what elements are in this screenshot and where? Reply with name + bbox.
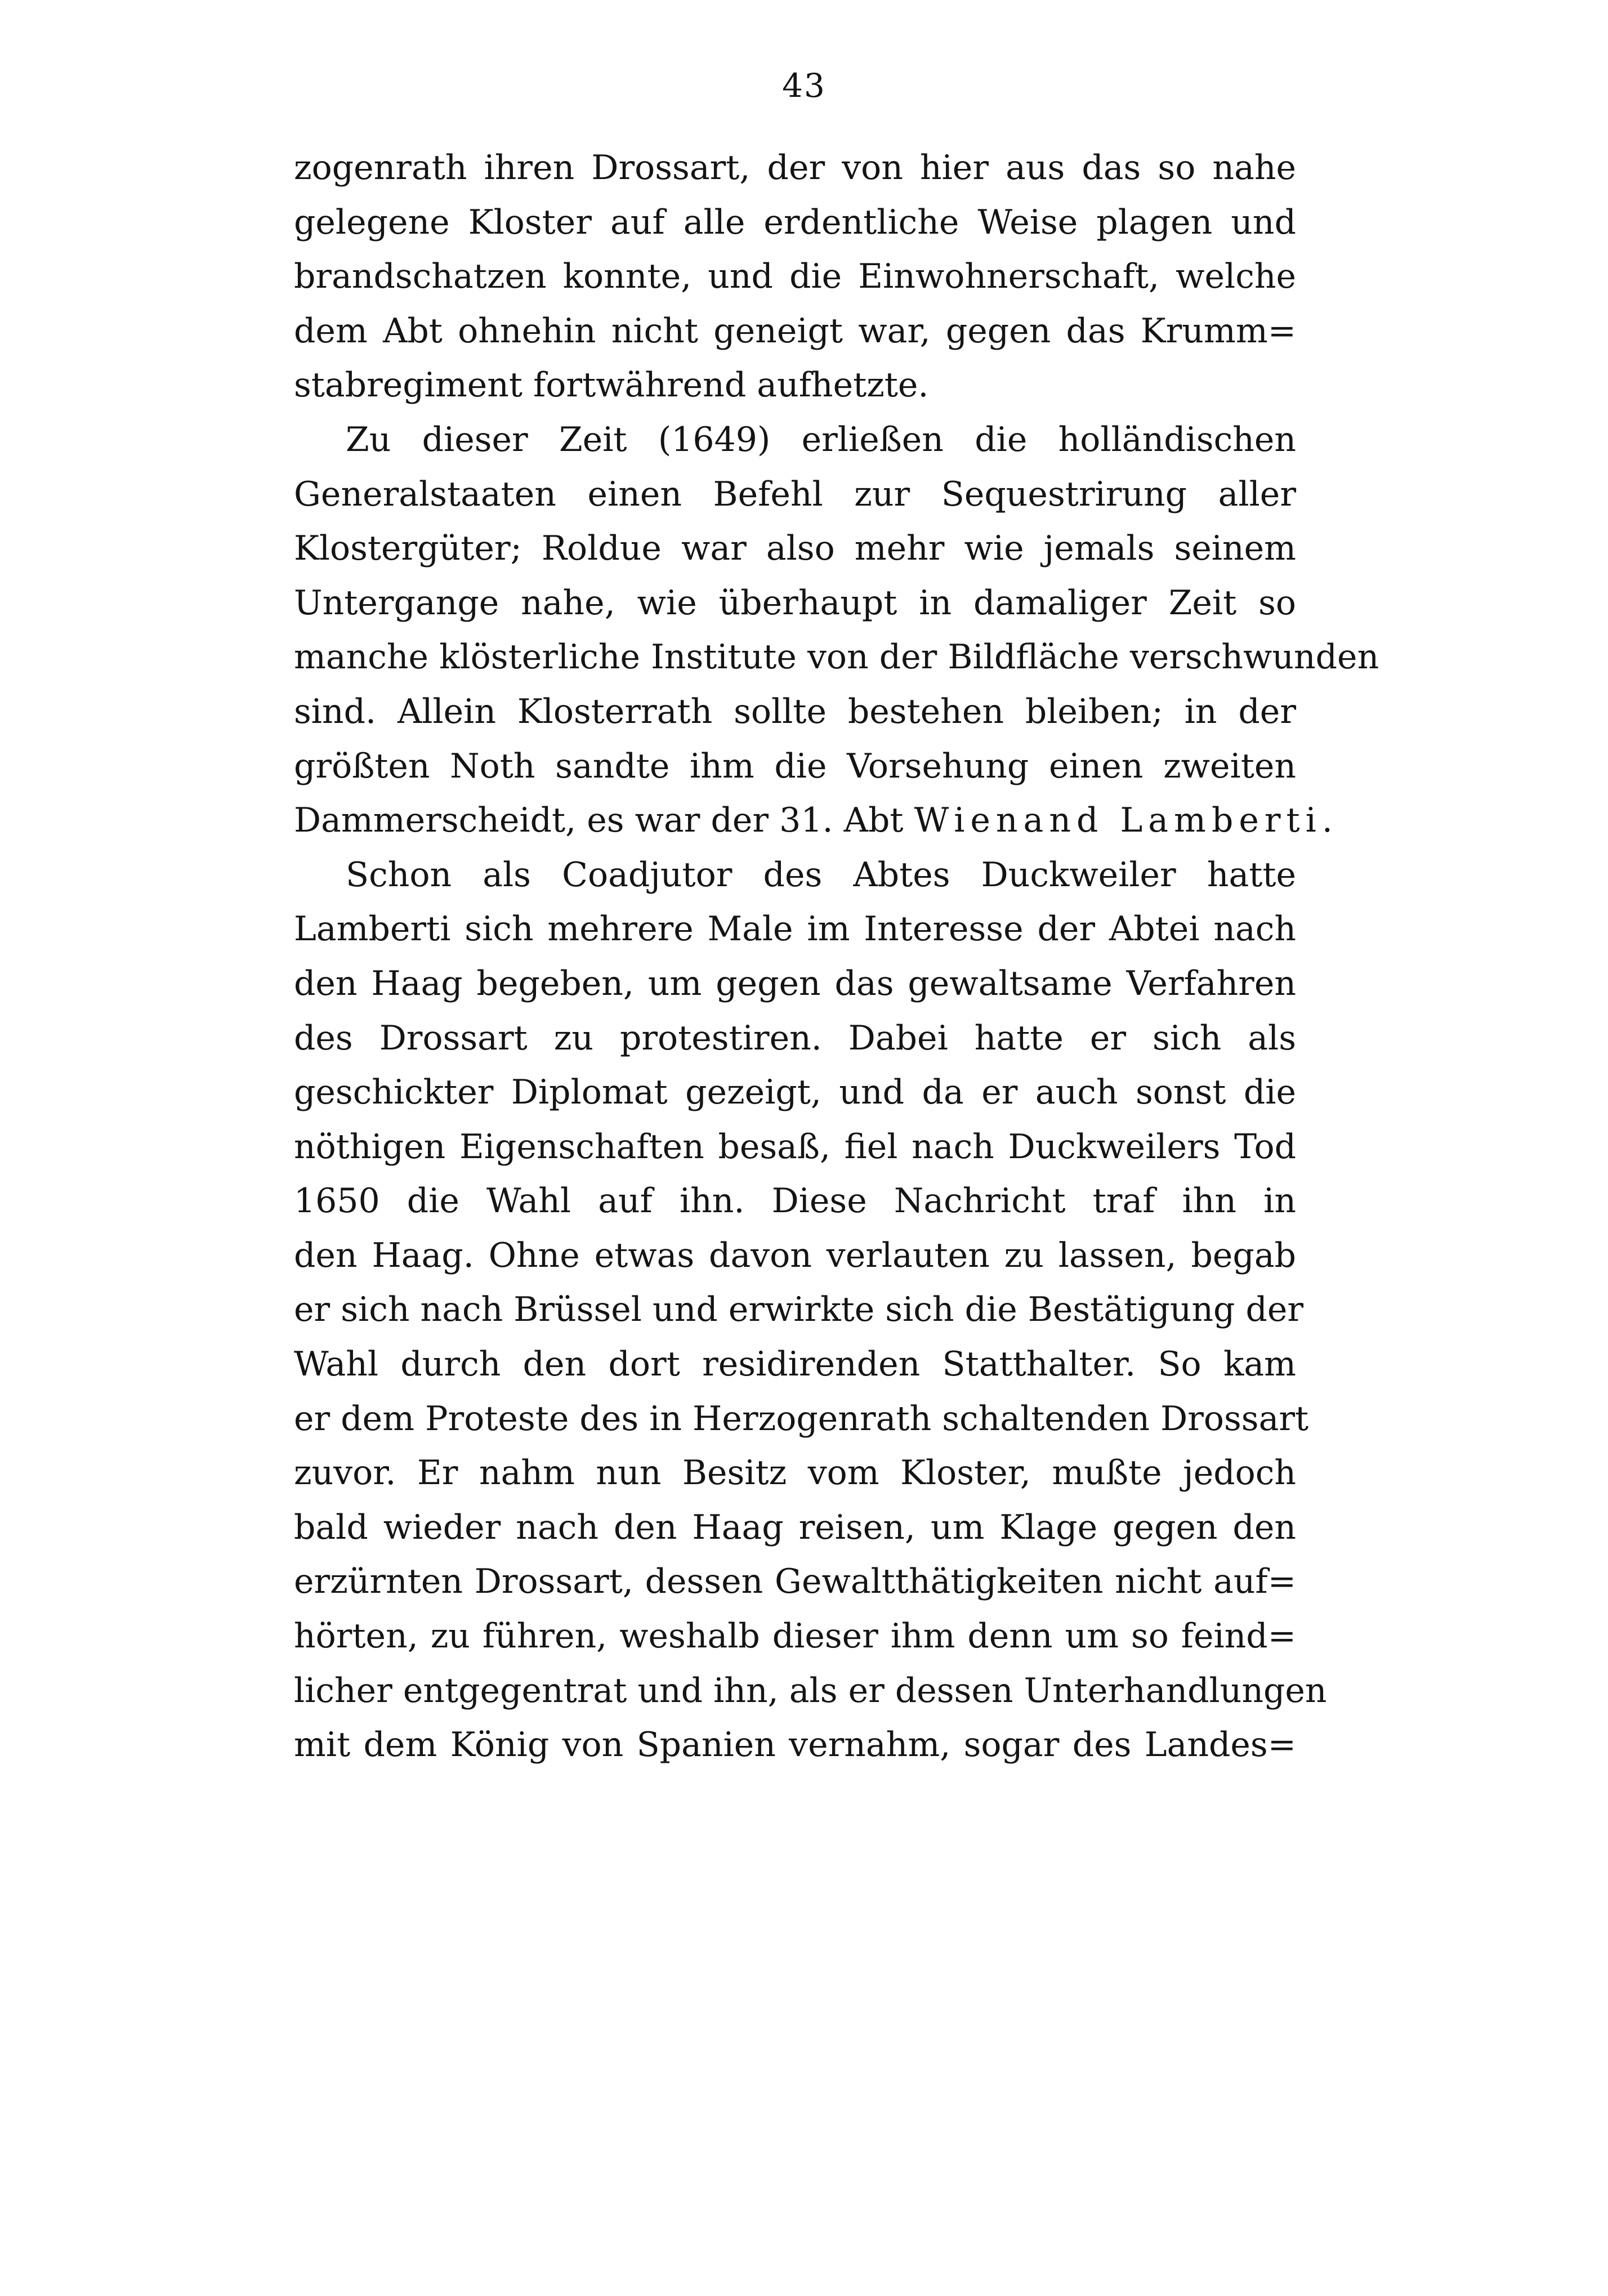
text-line: mit dem König von Spanien vernahm, sogar des Landes= xyxy=(294,1725,1296,1765)
text-line: gelegene Kloster auf alle erdentliche Weise plagen und xyxy=(294,202,1296,242)
text-line: Lamberti sich mehrere Male im Interesse der Abtei nach xyxy=(294,909,1296,949)
abbot-name-emphasis: Wienand Lamberti xyxy=(914,801,1322,841)
text-line: Schon als Coadjutor des Abtes Duckweiler hatte xyxy=(346,855,1296,895)
body-text xyxy=(294,141,1379,1772)
paragraph-2 xyxy=(294,413,1379,848)
page-number: 43 xyxy=(782,66,826,105)
paragraph-1 xyxy=(294,141,1296,413)
text-line: des Drossart zu protestiren. Dabei hatte er sich als xyxy=(294,1018,1296,1058)
text-line: stabregiment fortwährend aufhetzte. xyxy=(294,365,929,405)
text-line: Generalstaaten einen Befehl zur Sequestrirung aller xyxy=(294,474,1296,514)
text-line: licher entgegentrat und ihn, als er dessen Unterhandlungen xyxy=(294,1670,1327,1710)
text-line: Untergange nahe, wie überhaupt in damaliger Zeit so xyxy=(294,583,1296,623)
text-line: den Haag. Ohne etwas davon verlauten zu lassen, begab xyxy=(294,1235,1296,1275)
text-line: hörten, zu führen, weshalb dieser ihm denn um so feind= xyxy=(294,1616,1296,1656)
text-line: erzürnten Drossart, dessen Gewaltthätigkeiten nicht auf= xyxy=(294,1562,1296,1602)
text-line: zuvor. Er nahm nun Besitz vom Kloster, mußte jedoch xyxy=(294,1453,1296,1493)
text-line: Zu dieser Zeit (1649) erließen die holländischen xyxy=(346,419,1296,459)
text-line: brandschatzen konnte, und die Einwohnerschaft, welche xyxy=(294,257,1296,297)
text-line-final xyxy=(294,793,1333,848)
text-line: dem Abt ohnehin nicht geneigt war, gegen das Krumm= xyxy=(294,311,1296,351)
text-line: sind. Allein Klosterrath sollte bestehen bleiben; in der xyxy=(294,691,1296,731)
text-line: er dem Proteste des in Herzogenrath schaltenden Drossart xyxy=(294,1399,1309,1439)
text-line: manche klösterliche Institute von der Bildfläche verschwunden xyxy=(294,637,1379,677)
text-line: Wahl durch den dort residirenden Statthalter. So kam xyxy=(294,1344,1296,1384)
text-segment: . xyxy=(1321,801,1333,841)
text-line: er sich nach Brüssel und erwirkte sich die Bestätigung der xyxy=(294,1290,1304,1330)
text-line: Klostergüter; Roldue war also mehr wie jemals seinem xyxy=(294,529,1296,569)
text-line: geschickter Diplomat gezeigt, und da er auch sonst die xyxy=(294,1073,1296,1113)
text-line: den Haag begeben, um gegen das gewaltsame Verfahren xyxy=(294,963,1296,1003)
text-segment: Dammerscheidt, es war der 31. Abt xyxy=(294,801,914,841)
text-line: bald wieder nach den Haag reisen, um Klage gegen den xyxy=(294,1507,1296,1547)
paragraph-3 xyxy=(294,848,1327,1772)
text-line: zogenrath ihren Drossart, der von hier aus das so nahe xyxy=(294,148,1296,187)
text-line: nöthigen Eigenschaften besaß, fiel nach Duckweilers Tod xyxy=(294,1127,1296,1167)
text-line: 1650 die Wahl auf ihn. Diese Nachricht traf ihn in xyxy=(294,1181,1296,1221)
text-line: größten Noth sandte ihm die Vorsehung einen zweiten xyxy=(294,746,1296,786)
